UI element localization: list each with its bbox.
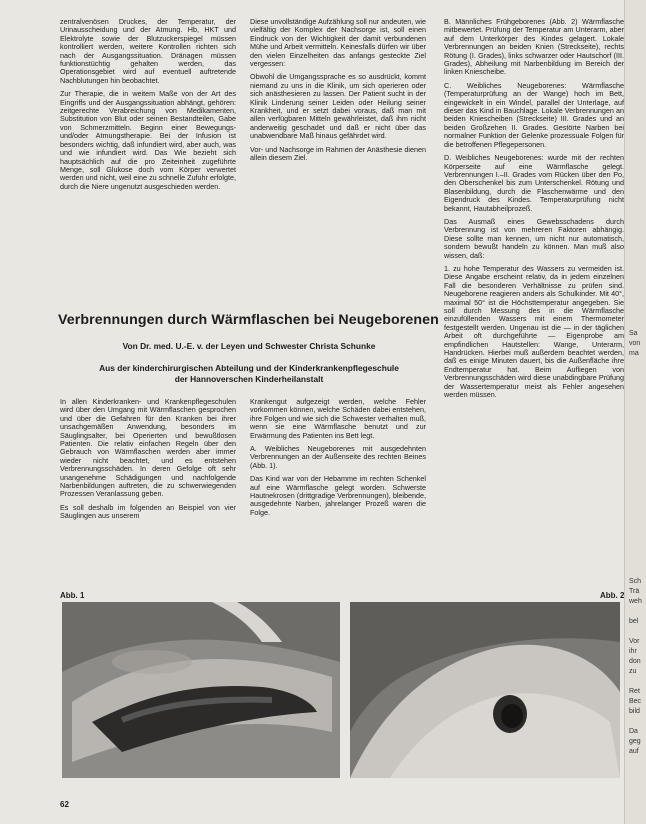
edge-text-fragment: geg (629, 738, 641, 745)
edge-text-fragment: Da (629, 728, 638, 735)
edge-text-fragment: Sch (629, 578, 642, 585)
burn-leg-photo (62, 602, 340, 778)
paragraph: Vor- und Nachsorge im Rahmen der Anästhesie dienen allein diesem Ziel. (250, 144, 426, 163)
article-affiliation (58, 363, 440, 384)
right-column (444, 18, 624, 580)
edge-text-fragment: Sa (629, 330, 638, 337)
edge-text-fragment: bild (629, 708, 640, 715)
paragraph: In allen Kinderkranken- und Krankenpflegeschulen wird über den Umgang mit Wärmflaschen gesprochen und über die Gefahren für den Kranken bei ihrer unsachgemäßen Anwendung, besonders im Säuglingsalter, bei Operierten und bewußtlosen Patienten. Die relativ einfachen Regeln über den Gebrauch von Wärmflaschen werden aber immer wieder nicht beachtet, und es entstehen Verbrennungsschäden. In deren Gefolge oft sehr unangenehme Schädigungen und nachfolgende Narbenbildungen auftreten, die zu schwerwiegenden Prozessen Veranlassung geben. (60, 398, 236, 499)
edge-text-fragment: auf (629, 748, 639, 755)
bottom-column-1 (60, 398, 236, 583)
article-authors: Von Dr. med. U.-E. v. der Leyen und Schwester Christa Schunke (122, 341, 376, 351)
case-b-paragraph: B. Männliches Frühgeborenes (Abb. 2) Wärmflasche mitbewertet. Prüfung der Temperatur am Unterarm, aber auf dem Unterkörper des Kindes gelagert. Lokale Verbrennungen an beiden Knien (Streckseite), rechts Rötung (I. Grades), links schwarzer oder Hautschorf (III. Grades), Abheilung mit Narbenbildung im Bereich der linken Kniescheibe. (444, 18, 624, 77)
top-column-1 (60, 18, 236, 273)
article-title: Verbrennungen durch Wärmflaschen bei Neugeborenen (58, 312, 439, 328)
next-page-edge (624, 0, 646, 824)
paragraph: zentralvenösen Druckes, der Temperatur, der Urinausscheidung und der Atmung. Hb, HKT und Elektrolyte sowie der Blutzuckerspiegel müssen kontrolliert werden, weitere Kontrollen richten sich nach der Ausgangssituation. Dränagen müssen funktionstüchtig gehalten werden, das Operationsgebiet wird auf eventuell auftretende Nachblutungen hin beobachtet. (60, 18, 236, 85)
edge-text-fragment: Trä (629, 588, 640, 595)
bottom-column-2 (250, 398, 426, 578)
edge-text-fragment: ma (629, 350, 639, 357)
case-c-paragraph: C. Weibliches Neugeborenes: Wärmflasche (Temperaturprüfung an der Wange) hoch im Bett, eingewickelt in ein Windel, parallel der Unterlage, auf dieser das Kind in Bauchlage. Lokale Verbrennungen an beiden Kniescheiben (Streckseite) III. Grades und an beiden Großzehen II. Grades. Gestörte Narben bei normalner Funktion der Gelenke prozessuale Folgen für die betroffenen Pflegepersonen. (444, 80, 624, 149)
edge-text-fragment: Bec (629, 698, 642, 705)
paragraph: Das Kind war von der Hebamme im rechten Schenkel auf eine Wärmflasche gelegt worden. Schwerste Hautnekrosen (drittgradige Verbrennungen), bleibende, ausgedehnte Narben, jahrelanger Prozeß waren die Folge. (250, 474, 426, 517)
affiliation-line-1: Aus der kinderchirurgischen Abteilung und der Kinderkrankenpflegeschule (99, 363, 399, 373)
paragraph: Obwohl die Umgangssprache es so ausdrückt, kommt niemand zu uns in die Klinik, um sich operieren oder sich anästhesieren zu lassen. Der Patient sucht in der Klinik Linderung seiner Leiden oder Heilung seiner Krankheit, und er setzt dabei voraus, daß man mit allen verfügbaren Mitteln gewährleistet, daß ihm nicht anderweitig geschadet und daß er nicht über das unabwendbare Maß hinaus gefährdet wird. (250, 72, 426, 141)
edge-text-fragment: Ret (629, 688, 640, 695)
paragraph: Es soll deshalb im folgenden an Beispiel von vier Säuglingen aus unserem (60, 502, 236, 521)
top-column-2 (250, 18, 426, 280)
edge-text-fragment: bel (629, 618, 639, 625)
edge-text-fragment: von (629, 340, 641, 347)
figure-1-label: Abb. 1 (60, 591, 85, 600)
paragraph: Das Ausmaß eines Gewebsschadens durch Verbrennung ist von mehreren Faktoren abhängig. Diese sollte man kennen, um nicht nur automatisch, sondern bewußt handeln zu können. Man muß also wissen, daß: (444, 216, 624, 260)
burn-knee-photo (350, 602, 620, 778)
paragraph: Krankengut aufgezeigt werden, welche Fehler vorkommen können, welche Schäden dabei entstehen, ihre Folgen und wie sich die Schwester verhalten muß, wenn sie eine Wärmflasche benutzt und zur Erwärmung des Patienten ins Bett legt. (250, 398, 426, 440)
affiliation-line-2: der Hannoverschen Kinderheilanstalt (174, 373, 324, 384)
edge-text-fragment: zu (629, 668, 637, 675)
case-a-paragraph: A. Weibliches Neugeborenes mit ausgedehnten Verbrennungen an der Außenseite des rechten Beines (Abb. 1). (250, 444, 426, 470)
paragraph: Zur Therapie, die in weitem Maße von der Art des Eingriffs und der Ausgangssituation abhängt, gehören: zeitgerechte Verabreichung von Medikamenten, Substitution von Blut oder seinen Bestandteilen, Gabe von Schmerzmitteln. Beginn einer Bewegungs- und/oder Atmungstherapie. Bei der Infusion ist besonders wichtig, daß infundiert wird, aber auch, was und wie infundiert wird. Das Wie bezieht sich hauptsächlich auf die pro Zeiteinheit zugeführte Menge, soll Glukose doch vom Körper verwertet werden und nicht, weil eine zu schnelle Zufuhr erfolgte, durch die Niere ungenutzt ausgeschieden werden. (60, 89, 236, 191)
paragraph: 1. zu hohe Temperatur des Wassers zu vermeiden ist. Diese Angabe erscheint relativ, da in jedem einzelnen Fall die besonderen Verhältnisse zu prüfen sind. Neugeborene reagieren anders als Schulkinder. Mit 40°, maximal 50° ist die Höchsttemperatur angegeben. Sie soll durch Messung des in die Wärmflasche einzufüllenden Wassers mit einem Thermometer festgestellt werden. Ungenau ist die — in der täglichen Arbeit oft durchgeführte — Eigenprobe am empfindlichen Hautstellen: Wange, Unterarm, Handrücken. Hierbei muß außerdem beachtet werden, daß es einige Minuten dauert, bis die Außenfläche ihre Endtemperatur hat. Beim Aufliegen von Verbrennungsschäden wird diese unabdingbare Prüfung der Wassertemperatur meist als Fehler angesehen werden müssen. (444, 263, 624, 400)
page-number: 62 (60, 800, 69, 809)
paragraph: Diese unvollständige Aufzählung soll nur andeuten, wie vielfältig der Komplex der Nachsorge ist, soll einen Eindruck von der Wichtigkeit der damit verbundenen Mühe und Arbeit vermitteln. Keinesfalls dürfen wir über den vielen Einzelheiten das anfangs gesteckte Ziel vergessen: (250, 18, 426, 69)
figure-2-label: Abb. 2 (600, 591, 625, 600)
figure-1-photo (62, 602, 340, 778)
case-d-paragraph: D. Weibliches Neugeborenes: wurde mit der rechten Körperseite auf eine Wärmflasche gelegt. Verbrennungen I.–II. Grades vom Rücken über den Po, den Oberschenkel bis zum Unterschenkel. Rötung und Blasenbildung, durch die Flaschenwärme und den Eigendruck des Kindes. Temperaturprüfung nicht bekannt, Hautabheilprozeß. (444, 153, 624, 213)
edge-text-fragment: weh (629, 598, 642, 605)
edge-text-fragment: ihr (629, 648, 637, 655)
figure-2-photo (350, 602, 620, 778)
edge-text-fragment: don (629, 658, 641, 665)
edge-text-fragment: Vor (629, 638, 640, 645)
